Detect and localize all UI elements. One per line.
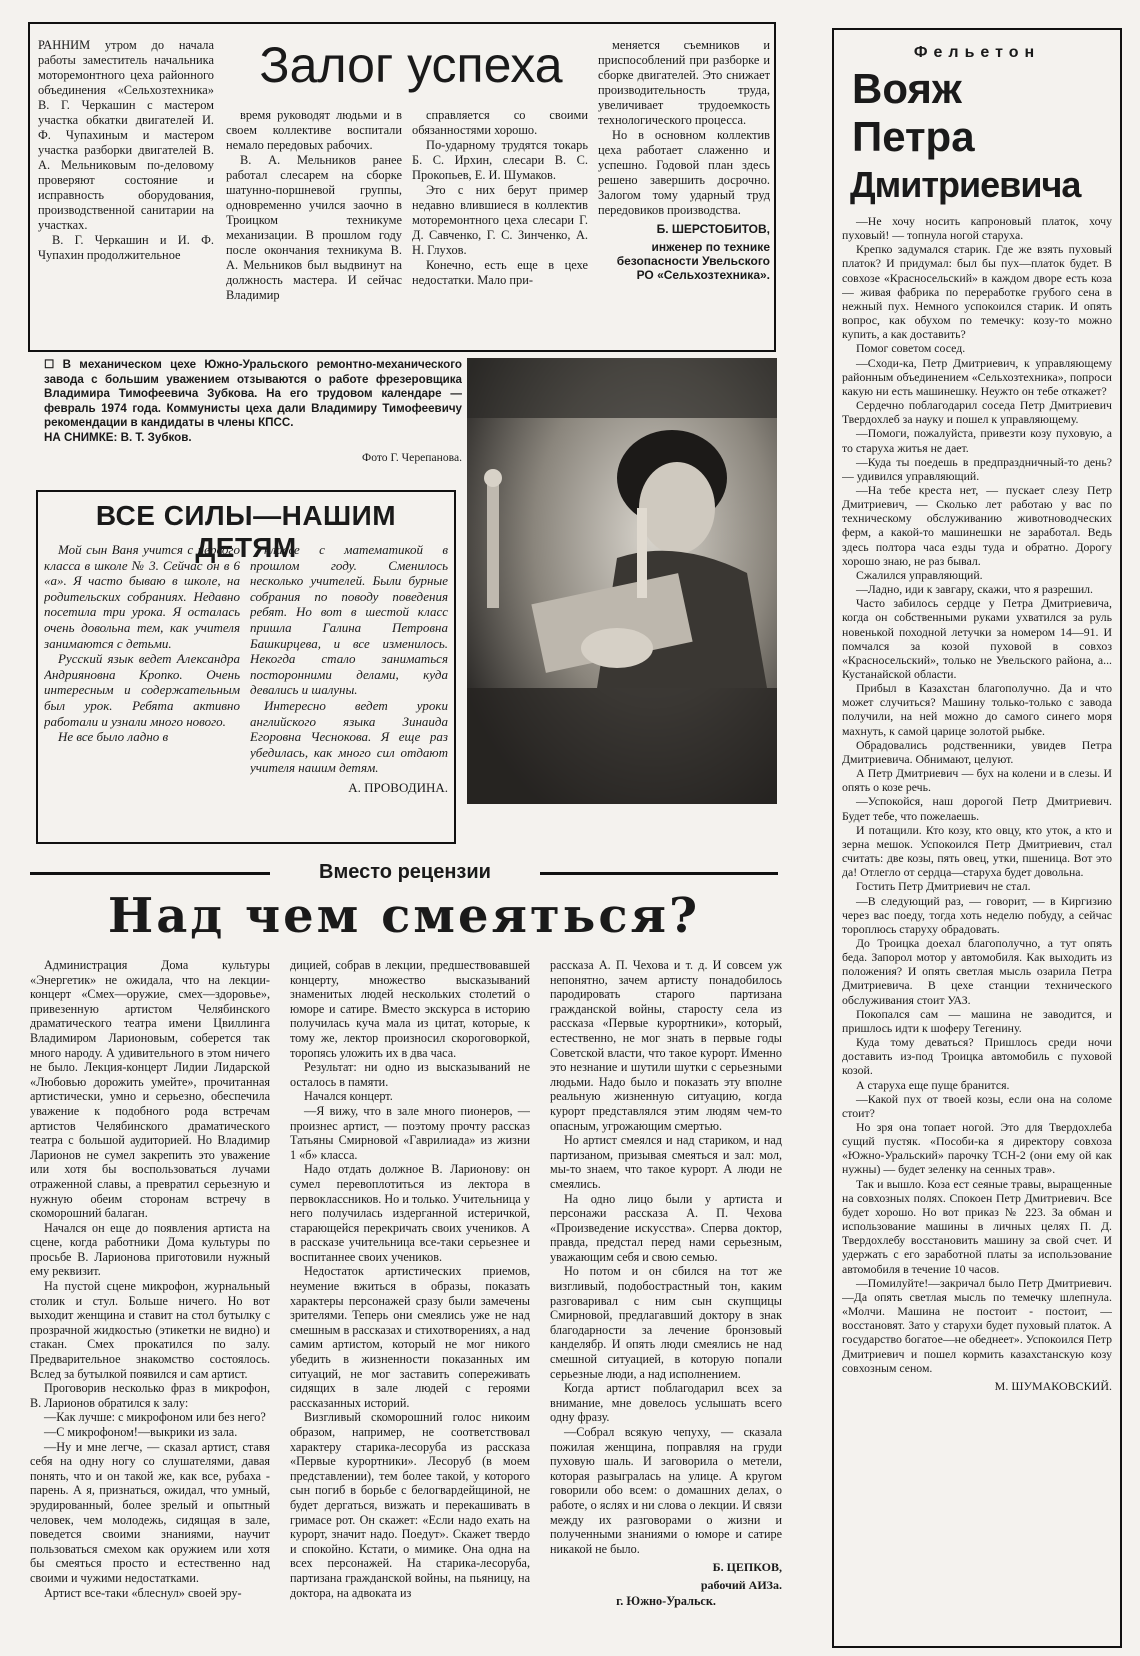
review-signature-title: рабочий АИЗа.	[700, 1578, 782, 1593]
feuilleton-paragraph: —Помилуйте!—закричал было Петр Дмитриевич. —Да опять светлая мысль по темечку шлепнула. «Молчи. Машина не постоит - постоит, — восстановят. Зато у старухи будет пуховый платок. А государство богатое—не обеднеет». Успокоился Петр Дмитриевич и пошел кормить казахстанскую козу совхозным сеном.	[842, 1275, 1112, 1375]
review-kicker: Вместо рецензии	[270, 860, 540, 884]
zalog-col-3	[412, 108, 588, 348]
review-signature-name: Б. ЦЕПКОВ,	[712, 1560, 782, 1575]
zalog-col-1	[38, 38, 214, 348]
photo-caption-text: ☐ В механическом цехе Южно-Уральского ремонтно-механического завода с большим уважением отзываются о работе фрезеровщика Владимира Тимофеевича Зубкова. На его трудовом календаре — февраль 1974 года. Коммунисты цеха дали Владимиру Тимофеевичу рекомендации в кандидаты в члены КПСС.	[44, 358, 462, 429]
worker-photo-image	[467, 358, 777, 804]
review-col3-p: На одно лицо были у артиста и персонажи рассказа А. П. Чехова «Произведение искусства». Сперва доктор, правда, предстал перед нами серьезным, уважающим себя и свою семью.	[550, 1191, 782, 1264]
review-col2-p: дицией, собрав в лекции, предшествовавшей концерту, множество высказываний знаменитых людей нескольких столетий о юморе и сатире. Вместо экскурса в историю получилась куча мала из цитат, которые, к тому же, лектор произносил скороговоркой, торопясь уложить их в два часа.	[290, 958, 530, 1060]
review-city: г. Южно-Уральск.	[616, 1594, 716, 1609]
review-col-2	[290, 958, 530, 1648]
feuilleton-paragraph: Покопался сам — машина не заводится, и пришлось идти к шоферу Тегенину.	[842, 1006, 1112, 1035]
review-col1-p: Артист все-таки «блеснул» своей эру-	[44, 1585, 242, 1600]
review-col1-p: —С микрофоном!—выкрики из зала.	[44, 1425, 238, 1439]
zalog-col2-p: В. А. Мельников ранее работал слесарем на сборке шатунно-поршневой группы, одновременно учился заочно в Троицком техникуме механизации. В прошлом году после окончания техникума В. А. Мельников был выдвинут на должность мастера. И сейчас Владимир	[226, 153, 402, 302]
zalog-col1-p: РАННИМ утром до начала работы заместитель начальника моторемонтного цеха районного объединения «Сельхозтехника» В. Г. Черкашин с мастером участка обкатки двигателей И. Ф. Чупахиным и мастером участка разборки двигателей В. А. Мельниковым по-деловому проверяют состояние и исправность оборудования, производственной санитарии на участках.	[38, 38, 214, 232]
vse-col1-p: Мой сын Ваня учится с первого класса в школе № 3. Сейчас он в 6 «а». Я часто бываю в школе, на родительских собраниях. Недавно посетила три урока. Я осталась очень довольна тем, как учителя занимаются с детьми.	[44, 542, 240, 651]
feuilleton-paragraph: Куда тому деваться? Пришлось среди ночи доставить из-под Троицка автомобиль с пуховой козой.	[842, 1035, 1112, 1078]
vse-col2-p: классе с математикой в прошлом году. Сменилось несколько учителей. Были бурные собрания по поводу поведения ребят. Но вот в шестой класс пришла Галина Петровна Башкирцева, и все изменилось. Некогда стало заниматься посторонними делами, куда девались и шалуны.	[250, 542, 448, 698]
feuilleton-signature: М. ШУМАКОВСКИЙ.	[994, 1378, 1112, 1393]
review-col3-p: —Собрал всякую чепуху, — сказала пожилая женщина, поправляя на груди пуховую шаль. И заговорила о метели, которая разыгралась на улице. А кругом говорили обо всем: о домашних делах, о работе, о яслях и ни слова о лекции. И связи между их разговорами о жизни и полученными знаниями о юморе и сатире никакой не было.	[550, 1425, 782, 1556]
feuilleton-paragraph: Часто забилось сердце у Петра Дмитриевича, когда он собственными руками ухватился за руль новенькой походной летучки за номером 14—91. И помчался за козой пуховой в совхоз «Красносельский», только не Увельского района, а... Кустанайской области.	[842, 596, 1112, 681]
zalog-signature-name: Б. ШЕРСТОБИТОВ,	[656, 222, 770, 236]
vse-sily-col-2	[250, 542, 448, 838]
feuilleton-paragraph: —Успокойся, наш дорогой Петр Дмитриевич. Будет тебе, что пожелаешь.	[842, 794, 1112, 823]
photo-credit: Фото Г. Черепанова.	[362, 451, 462, 464]
review-col2-p: Визгливый скоморошний голос никоим образом, например, не соответствовал характеру старика-лесоруба из рассказа «Первые курортники». Лесоруб (в моем представлении), тем более такой, у которого сын погиб в борьбе с белогвардейщиной, не будет дергаться, визжать и перекашивать в гримасе рот. Он скажет: «Если надо ехать на курорт, значит надо. Поедут». Скажет твердо и спокойно. Кстати, о мимике. Она одна на всех персонажей. На старика-лесоруба, партизана гражданской войны, на пьяницу, на доктора, на адвоката из	[290, 1410, 530, 1600]
review-col3-p: Когда артист поблагодарил всех за внимание, мне довелось услышать всего одну фразу.	[550, 1381, 782, 1425]
photo-caption	[44, 358, 462, 478]
review-col1-p: Проговорив несколько фраз в микрофон, В. Ларионов обратился к залу:	[30, 1381, 270, 1410]
feuilleton-paragraph: —Ладно, иди к завгару, скажи, что я разрешил.	[856, 582, 1094, 597]
review-col2-p: Результат: ни одно из высказываний не осталось в памяти.	[290, 1060, 530, 1089]
feuilleton-title-line-1: Вояж	[852, 65, 962, 112]
feuilleton-paragraph: —Какой пух от твоей козы, если она на соломе стоит?	[842, 1091, 1112, 1120]
zalog-col-2	[226, 108, 402, 348]
zalog-col3-p: Конечно, есть еще в цехе недостатки. Мало при-	[412, 258, 588, 287]
feuilleton-paragraph: —В следующий раз, — говорит, — в Киргизию через вас поеду, тогда хоть неделю побуду, а сейчас тороплюсь старуху обрадовать.	[842, 893, 1112, 936]
feuilleton-paragraph: Сердечно поблагодарил соседа Петр Дмитриевич Твердохлеб за науку и пошел к управляющему.	[842, 398, 1112, 427]
feuilleton-paragraph: Крепко задумался старик. Где же взять пуховый платок? И придумал: был бы пух—платок будет. В совхозе «Красносельский» в каждом дворе есть коза — живая фабрика по переработке грубого сена в нежный пух. Немного успокоился старик. И опять вопрос, как обухом по темечку: козу-то можно купить, а как доставить?	[842, 242, 1112, 342]
review-col1-p: Администрация Дома культуры «Энергетик» не ожидала, что на лекции-концерт «Смех—оружие, смех—здоровье», привезенную артистом Челябинского драматического театра имени Цвиллинга Владимиром Ларионовым, соберется так много народу. А удивительного в этом ничего не было. Лекция-концерт Лидии Лидарской «Любовью дорожить умейте», прочитанная артистически, умно и серьезно, обеспечила уважение к подобного рода встречам артистов Челябинского драматического театра с большой аудиторией. Но Владимир Ларионов не сумел закрепить это уважение или хотя бы воспользоваться лучами отраженной славы, а превратил серьезную и нужную обеим сторонам встречу в скоморошний балаган.	[30, 958, 270, 1221]
review-col2-p: Недостаток артистических приемов, неумение вжиться в образы, показать характеры персонажей сразу были замечены зрителями. Теперь они смеялись уже не над смешным в рассказах и стихотворениях, а над самим артистом, который не мог никого убедить в жизненности показанных им ситуаций, не мог заставить сопереживать сидящих в зале людей с героями рассказанных историй.	[290, 1264, 530, 1410]
review-col-1	[30, 958, 270, 1648]
review-col3-p: Но артист смеялся и над стариком, и над партизаном, призывая смеяться и зал: мол, мы-то знаем, что такое курорт. А люди не смеялись.	[550, 1133, 782, 1191]
review-col-3	[550, 958, 782, 1648]
feuilleton-paragraph: —Сходи-ка, Петр Дмитриевич, к управляющему районным объединением «Сельхозтехника», попроси какую ни есть машинешку. Неужто он тебе откажет?	[842, 355, 1112, 398]
review-col2-p: —Я вижу, что в зале много пионеров, — произнес артист, — поэтому прочту рассказ Татьяны Смирновой «Гаврилиада» из жизни 1 «б» класса.	[290, 1103, 530, 1162]
feuilleton-paragraph: —Не хочу носить капроновый платок, хочу пуховый! — топнула ногой старуха.	[842, 214, 1112, 243]
feuilleton-paragraph: —На тебе креста нет, — пускает слезу Петр Дмитриевич, — Сколько лет работаю у вас по техническому обслуживанию животноводческих ферм, а какой-то машинешки не заработал. Ведь здесь полтора часа езды туда и обратно. Дорогу хорошо знаю, не раз бывал.	[842, 482, 1112, 568]
feuilleton-paragraph: До Троицка доехал благополучно, а тут опять беда. Запорол мотор у автомобиля. Как выходить из положения? И опять светлая мысль озарила Петра Дмитриевича. В цехе станции технического обслуживания стоит УАЗ.	[842, 935, 1112, 1007]
feuilleton-paragraph: Сжалился управляющий.	[856, 567, 983, 582]
portrait-photo	[467, 358, 777, 804]
feuilleton-title-line-2: Петра	[852, 113, 975, 160]
zalog-article	[28, 22, 776, 352]
feuilleton-paragraph: Помог советом сосед.	[856, 341, 966, 356]
feuilleton-paragraph: Но зря она топает ногой. Это для Твердохлеба сущий пустяк. «Пособи-ка я директору совхоза «Южно-Уральский» парочку ТСН-2 (они ему ой как нужны) — будет зеленку на сенных трав».	[842, 1120, 1112, 1177]
zalog-title: Залог успеха	[259, 37, 563, 93]
feuilleton-paragraph: А Петр Дмитриевич — бух на колени и в слезы. И опять о козе речь.	[842, 766, 1112, 795]
vse-col1-p: Русский язык ведет Александра Андрияновна Кропко. Очень интересным и содержательным был урок. Ребята активно работали и узнали много нового.	[44, 651, 240, 729]
vse-col2-p: Интересно ведет уроки английского языка Зинаида Егоровна Чеснокова. Я еще раз убедилась, как много сил отдают учителя нашим детям.	[250, 697, 448, 776]
review-col1-p: Начался он еще до появления артиста на сцене, когда работники Дома культуры по просьбе В. Ларионова приготовили нужный ему реквизит.	[30, 1220, 270, 1279]
zalog-col1-p: В. Г. Черкашин и И. Ф. Чупахин продолжительное	[38, 233, 214, 262]
review-col1-p: —Ну и мне легче, — сказал артист, ставя себя на одну ногу со слушателями, давая понять, что и он такой же, как все, рубаха - парень. А я, признаться, ожидал, что умный, эрудированный, более зрелый и опытный человек, чем молодежь, сидящая в зале, поведется своими знаниями, научит пользоваться смехом как оружием или хотя бы смеяться просто и естественно над своими и чужими недостатками.	[30, 1439, 270, 1585]
vse-signature: А. ПРОВОДИНА.	[348, 779, 448, 795]
zalog-col3-p: По-ударному трудятся токарь Б. С. Ирхин, слесари В. С. Прокопьев, Е. И. Шумаков.	[412, 138, 588, 182]
review-col3-p: Но потом и он сбился на тот же визгливый, подобострастный тон, каким разговаривал с ним сын скупщицы Смирновой, предлагавший доктору в знак благодарности за лечение бронзовый канделябр. И опять люди смеялись не над смешной ситуацией, в которую попали серьезные люди, а над исполнением.	[550, 1264, 782, 1381]
feuilleton-paragraph: —Куда ты поедешь в предпраздничный-то день? — удивился управляющий.	[842, 454, 1112, 483]
vse-sily-title: ВСЕ СИЛЫ—НАШИМ ДЕТЯМ	[95, 500, 397, 563]
feuilleton-paragraph: Гостить Петр Дмитриевич не стал.	[856, 879, 1031, 894]
review-col1-p: —Как лучше: с микрофоном или без него?	[44, 1410, 266, 1425]
feuilleton-paragraph: А старуха еще пуще бранится.	[856, 1077, 1010, 1092]
feuilleton-paragraph: Так и вышло. Коза ест сеяные травы, выращенные на совхозных полях. Спокоен Петр Дмитриевич. Все будет хорошо. Но вот приказ № 223. За обман и использование машины в личных целях П. Д. Твердохлебу восстановить машину за свой счет. И удержать с его заработной платы за использование автомобиля в течение 10 часов.	[842, 1176, 1112, 1276]
zalog-col4-p: Но в основном коллектив цеха работает слаженно и успешно. Годовой план здесь решено завершить досрочно. Залогом тому ударный труд передовиков производства.	[598, 128, 770, 217]
zalog-col4-p: меняется съемников и приспособлений при разборке и сборке двигателей. Это снижает производительность труда, увеличивает трудоемкость технологического процесса.	[598, 38, 770, 127]
review-col2-p: Надо отдать должное В. Ларионову: он сумел перевоплотиться из лектора в первоклассников. Но и только. Учительница у него получилась издерганной истеричкой, старающейся перекричать своих учеников. А в рассказе учительница все-таки серьезнее и воспитаннее своих учеников.	[290, 1162, 530, 1264]
vse-sily-col-1	[44, 542, 240, 838]
review-col2-p: Начался концерт.	[304, 1089, 393, 1104]
zalog-col-4	[598, 38, 770, 348]
zalog-col3-p: справляется со своими обязанностями хорошо.	[412, 108, 588, 137]
feuilleton-body	[842, 214, 1112, 1639]
feuilleton-article	[832, 28, 1122, 1648]
zalog-signature-title: инженер по технике безопасности Увельского РО «Сельхозтехника».	[616, 240, 770, 282]
zalog-col2-p: время руководят людьми и в своем коллективе воспитали немало передовых рабочих.	[226, 108, 402, 152]
feuilleton-title-line-3: Дмитриевича	[850, 164, 1081, 205]
review-title: Над чем смеяться?	[107, 888, 701, 944]
vse-col1-p: Не все было ладно в	[58, 729, 169, 745]
vse-sily-article	[36, 490, 456, 844]
feuilleton-paragraph: Прибыл в Казахстан благополучно. Да и что может случиться? Машину только-только с завода получили, на ней можно до самого синего моря махнуть, к самой царице золотой рыбке.	[842, 681, 1112, 738]
feuilleton-kicker: Фельетон	[913, 44, 1041, 61]
feuilleton-paragraph: И потащили. Кто козу, кто овцу, кто уток, а кто и зерна мешок. Успокоился Петр Дмитриевич, стал считать: две козы, пять овец, утки, пшеница. Вот это да! Отлегло от сердца—старуха будет довольна.	[842, 822, 1112, 880]
review-col1-p: На пустой сцене микрофон, журнальный столик и стул. Больше ничего. Но вот выходит женщина и ставит на стол бутылку с прозрачной жидкостью (этикетки не видно) и стакан. Смех прокатился по залу. Предварительное знакомство состоялось. Вслед за бутылкой появился и сам артист.	[30, 1279, 270, 1381]
feuilleton-paragraph: Обрадовались родственники, увидев Петра Дмитриевича. Обнимают, целуют.	[842, 737, 1112, 766]
zalog-col3-p: Это с них берут пример недавно влившиеся в коллектив моторемонтного цеха слесари Г. Д. Савченко, Г. С. Зинченко, А. Н. Глухов.	[412, 183, 588, 257]
photo-subject: НА СНИМКЕ: В. Т. Зубков.	[44, 430, 192, 444]
review-col3-p: рассказа А. П. Чехова и т. д. И совсем уж непонятно, зачем артисту понадобилось пародировать старого партизана гражданской войны, старосту села из рассказа «Первые курортники», который, естественно, не мог знать в первые годы Советской власти, что такое курорт. Именно это незнание и шутили шутки с серьезными людьми. Надо было и показать эту вполне реальную жизненную ситуацию, когда курорт представлялся этим людям чем-то опасным, угрожающим смертью.	[550, 958, 782, 1133]
feuilleton-paragraph: —Помоги, пожалуйста, привезти козу пуховую, а то старуха житья не дает.	[842, 426, 1112, 455]
